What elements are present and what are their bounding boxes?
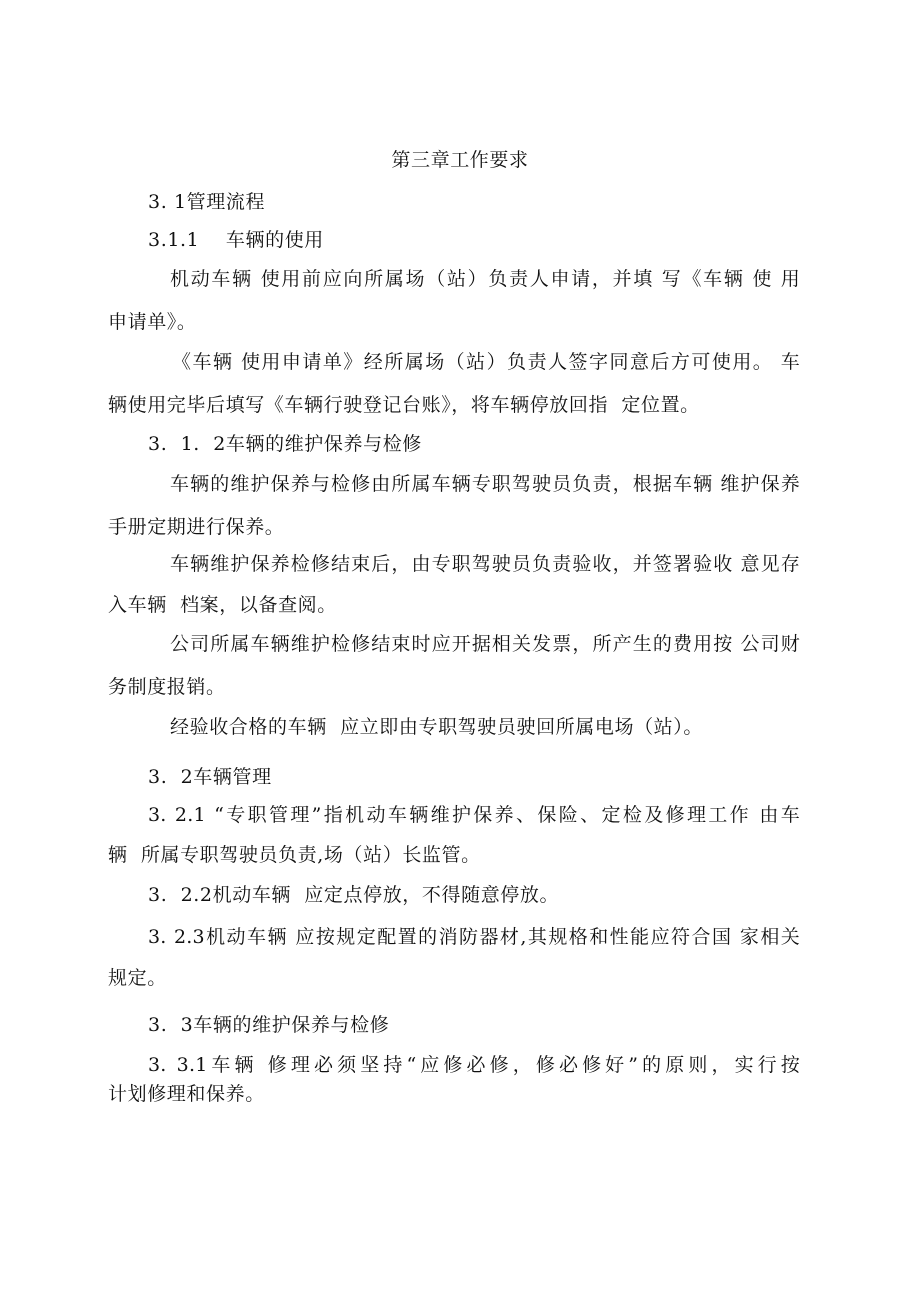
paragraph-line: 《车辆 使用申请单》经所属场（站）负责人签字同意后方可使用。 车	[172, 351, 800, 373]
paragraph-line: 规定。	[108, 967, 167, 989]
paragraph-line: 3. 3.1车辆 修理必须坚持“应修必修，修必修好”的原则，实行按	[148, 1054, 800, 1076]
paragraph-line: 经验收合格的车辆 应立即由专职驾驶员驶回所属电场（站）。	[170, 716, 703, 738]
chapter-title: 第三章工作要求	[391, 149, 529, 171]
section-3-1-heading: 3. 1管理流程	[148, 191, 266, 213]
section-3-1-2-heading: 3. 1. 2车辆的维护保养与检修	[148, 433, 422, 455]
paragraph-line: 3. 2.2机动车辆 应定点停放，不得随意停放。	[148, 884, 560, 906]
paragraph-line: 3. 2.3机动车辆 应按规定配置的消防器材,其规格和性能应符合国 家相关	[148, 926, 800, 948]
paragraph-line: 申请单》。	[108, 311, 197, 333]
paragraph-line: 机动车辆 使用前应向所属场（站）负责人申请，并填 写《车辆 使 用	[170, 268, 800, 290]
section-3-1-1-heading: 3.1.1 车辆的使用	[148, 229, 324, 251]
paragraph-line: 公司所属车辆维护检修结束时应开据相关发票，所产生的费用按 公司财	[170, 633, 800, 655]
paragraph-line: 车辆维护保养检修结束后，由专职驾驶员负责验收，并签署验收 意见存	[170, 553, 800, 575]
paragraph-line: 辆 所属专职驾驶员负责,场（站）长监管。	[108, 844, 481, 866]
section-3-3-heading: 3. 3车辆的维护保养与检修	[148, 1014, 390, 1036]
paragraph-line: 计划修理和保养。	[108, 1083, 265, 1105]
paragraph-line: 车辆的维护保养与检修由所属车辆专职驾驶员负责，根据车辆 维护保养	[170, 473, 800, 495]
paragraph-line: 辆使用完毕后填写《车辆行驶登记台账》，将车辆停放回指 定位置。	[108, 394, 700, 416]
section-3-2-heading: 3. 2车辆管理	[148, 766, 272, 788]
paragraph-line: 3. 2.1 “专职管理”指机动车辆维护保养、保险、定检及修理工作 由车	[148, 804, 800, 826]
paragraph-line: 手册定期进行保养。	[108, 516, 285, 538]
paragraph-line: 入车辆 档案，以备查阅。	[108, 594, 337, 616]
paragraph-line: 务制度报销。	[108, 676, 226, 698]
